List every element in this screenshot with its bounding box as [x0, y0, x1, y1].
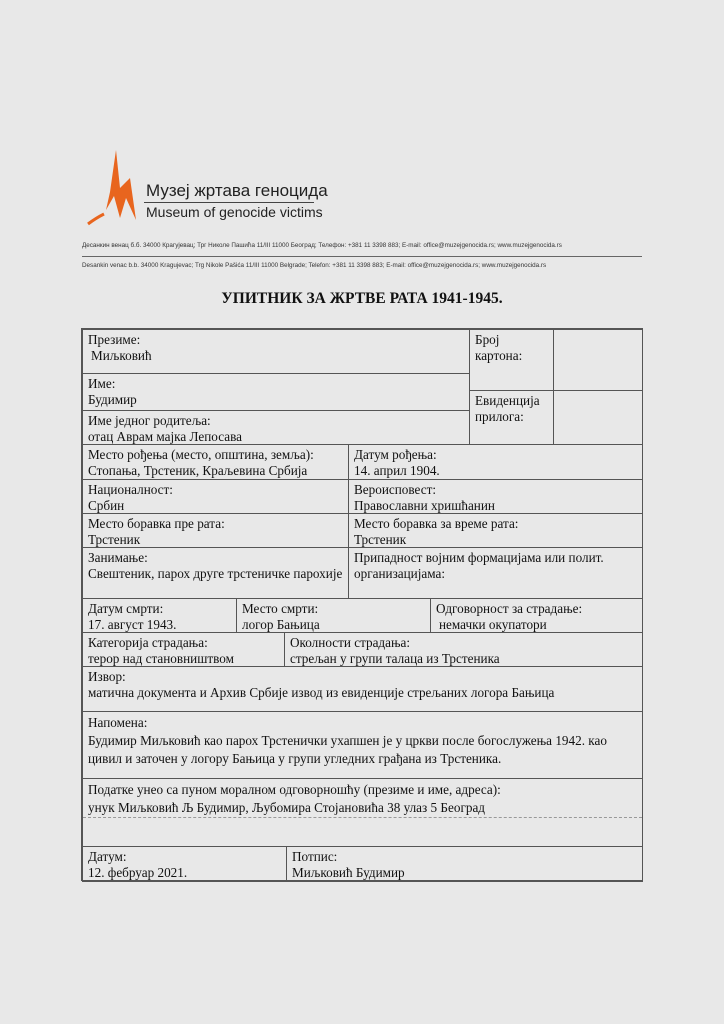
affiliation-cell[interactable]	[348, 547, 643, 599]
affiliation-label: Припадност војним формацијама или полит. организацијама:	[354, 550, 604, 581]
date-label: Датум:	[88, 849, 127, 864]
source-value: матична документа и Архив Србије извод из евиденције стрељаних логора Бањица	[88, 685, 555, 700]
address-cyrillic: Десанкин венац б.б. 34000 Крагујевац; Трг Николе Пашића 11/III 11000 Београд; Телефон: +381 11 3398 883; E-mail: office@muzejgenocida.rs; www.muzejgenocida.rs	[82, 242, 562, 249]
death-date-value: 17. август 1943.	[88, 617, 177, 632]
residence-before-cell[interactable]	[82, 513, 349, 548]
residence-before-value: Трстеник	[88, 532, 141, 547]
occupation-label: Занимање:	[88, 550, 148, 565]
death-date-cell[interactable]	[82, 598, 237, 633]
note-label: Напомена:	[88, 715, 148, 730]
residence-before-label: Место боравка пре рата:	[88, 516, 225, 531]
parent-cell[interactable]	[82, 410, 470, 445]
occupation-value: Свештеник, парох друге трстеничке парохије	[88, 566, 343, 581]
death-place-label: Место смрти:	[242, 601, 319, 616]
evidence-field[interactable]	[553, 390, 643, 445]
address-divider	[82, 256, 642, 257]
religion-cell[interactable]	[348, 479, 643, 514]
birthdate-cell[interactable]	[348, 444, 643, 480]
card-number-label-cell	[469, 329, 554, 391]
card-number-field[interactable]	[553, 329, 643, 391]
evidence-label-cell	[469, 390, 554, 445]
signature-cell[interactable]	[286, 846, 643, 882]
circumstances-label: Околности страдања:	[290, 635, 411, 650]
responsibility-label: Одговорност за страдање:	[436, 601, 583, 616]
entered-by-label: Податке унео са пуном моралном одговорношћу (презиме и име, адреса):	[88, 782, 501, 797]
signature-value: Миљковић Будимир	[292, 865, 405, 880]
circumstances-cell[interactable]	[284, 632, 643, 667]
museum-logo	[86, 148, 146, 228]
name-value: Будимир	[88, 392, 137, 407]
name-label: Име:	[88, 376, 116, 391]
birthplace-label: Место рођења (место, општина, земља):	[88, 447, 314, 462]
note-value: Будимир Миљковић као парох Трстенички ухапшен је у цркви после богослужења 1942. као цивил и заточен у логору Бањица у групи угледних грађана из Трстеника.	[88, 733, 607, 766]
death-place-value: логор Бањица	[242, 617, 320, 632]
entered-by-value: унук Миљковић Љ Будимир, Љубомира Стојановића 38 улаз 5 Београд	[88, 800, 486, 815]
source-label: Извор:	[88, 669, 126, 684]
date-value: 12. фебруар 2021.	[88, 865, 188, 880]
logo-divider	[144, 202, 314, 203]
religion-label: Вероисповест:	[354, 482, 437, 497]
occupation-cell[interactable]	[82, 547, 349, 599]
parent-label: Име једног родитеља:	[88, 413, 211, 428]
parent-value: отац Аврам мајка Лепосава	[88, 429, 242, 444]
nationality-value: Србин	[88, 498, 125, 513]
circumstances-value: стрељан у групи талаца из Трстеника	[290, 651, 500, 666]
birthplace-value: Стопања, Трстеник, Краљевина Србија	[88, 463, 308, 478]
category-value: терор над становништвом	[88, 651, 234, 666]
residence-during-value: Трстеник	[354, 532, 407, 547]
category-cell[interactable]	[82, 632, 285, 667]
entered-by-cell[interactable]	[82, 778, 643, 847]
card-number-label: Број картона:	[475, 332, 523, 363]
responsibility-value: немачки окупатори	[439, 617, 547, 632]
signature-label: Потпис:	[292, 849, 338, 864]
residence-during-label: Место боравка за време рата:	[354, 516, 519, 531]
birthplace-cell[interactable]	[82, 444, 349, 480]
death-place-cell[interactable]	[236, 598, 431, 633]
surname-value: Миљковић	[91, 348, 152, 363]
residence-during-cell[interactable]	[348, 513, 643, 548]
surname-label: Презиме:	[88, 332, 141, 347]
birthdate-value: 14. април 1904.	[354, 463, 440, 478]
nationality-cell[interactable]	[82, 479, 349, 514]
nationality-label: Националност:	[88, 482, 173, 497]
category-label: Категорија страдања:	[88, 635, 208, 650]
note-cell[interactable]	[82, 711, 643, 779]
questionnaire-form	[81, 328, 643, 881]
responsibility-cell[interactable]	[430, 598, 643, 633]
museum-name-en: Museum of genocide victims	[146, 204, 323, 220]
museum-name-sr: Музеј жртава геноцида	[146, 181, 328, 200]
source-cell[interactable]	[82, 666, 643, 712]
name-cell[interactable]	[82, 373, 470, 411]
address-latin: Desankin venac b.b. 34000 Kragujevac; Trg Nikole Pašića 11/III 11000 Belgrade; Telefon: +381 11 3398 883; E-mail: office@muzejgenocida.rs; www.muzejgenocida.rs	[82, 262, 547, 269]
birthdate-label: Датум рођења:	[354, 447, 437, 462]
evidence-label: Евиденција прилога:	[475, 393, 540, 424]
surname-cell[interactable]	[82, 329, 470, 374]
religion-value: Православни хришћанин	[354, 498, 495, 513]
dashed-divider	[83, 817, 642, 818]
form-title: УПИТНИК ЗА ЖРТВЕ РАТА 1941-1945.	[221, 290, 503, 307]
date-cell[interactable]	[82, 846, 287, 882]
death-date-label: Датум смрти:	[88, 601, 164, 616]
